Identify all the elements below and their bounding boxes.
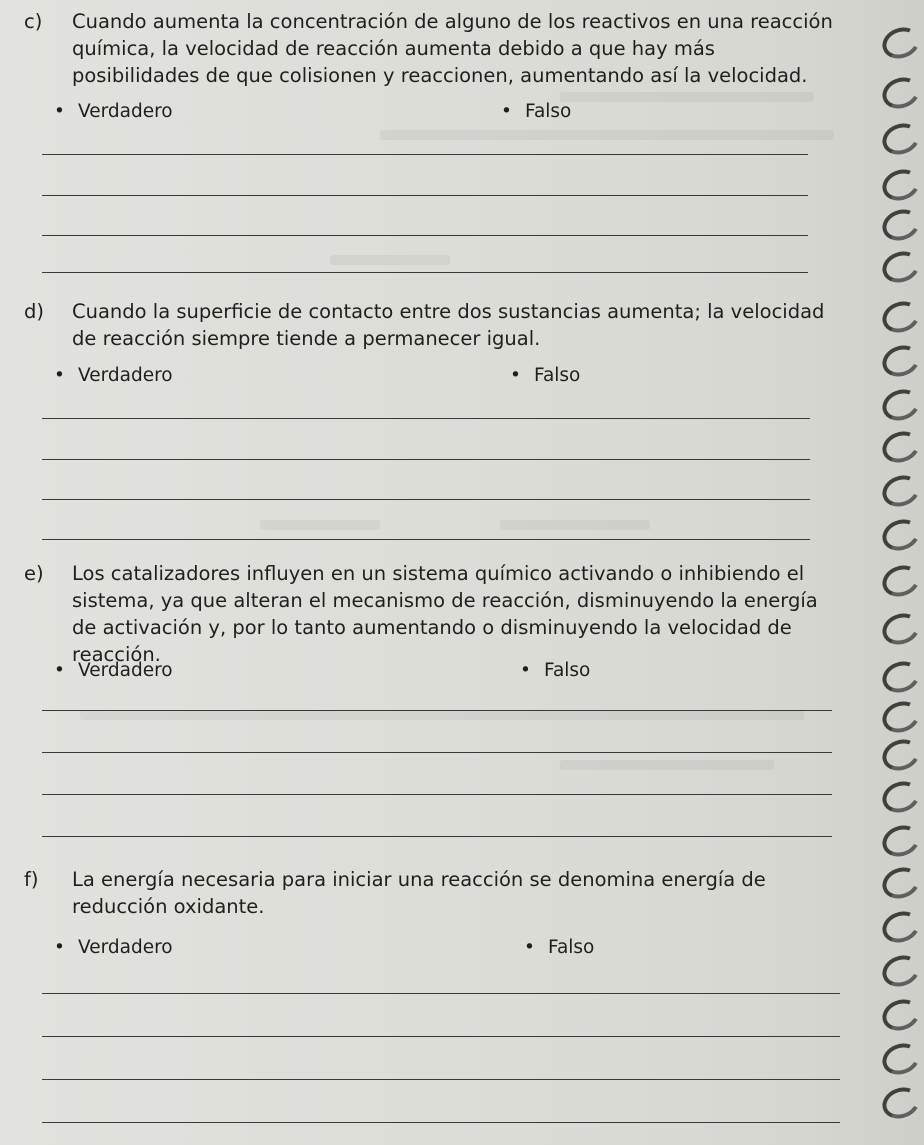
bullet-icon: • [524,937,535,958]
spiral-ring-icon [878,696,924,737]
question-text [24,8,844,89]
option-true[interactable] [54,660,173,681]
answer-line[interactable] [42,235,808,236]
spiral-ring-icon [878,656,924,697]
option-true-label: Verdadero [78,101,173,122]
option-false-label: Falso [544,660,591,681]
spiral-ring-icon [878,560,924,601]
answer-line[interactable] [42,1122,840,1123]
spiral-ring-icon [878,514,924,555]
answer-line[interactable] [42,836,832,837]
spiral-ring-icon [878,862,924,903]
spiral-ring-icon [878,906,924,947]
option-true[interactable] [54,365,173,386]
option-false[interactable] [501,101,571,122]
question-text [24,560,844,668]
option-false[interactable] [524,937,594,958]
question-statement: La energía necesaria para iniciar una reacción se denomina energía de reducción oxidante. [72,868,766,918]
bleed-through [260,520,380,530]
question-letter: f) [24,868,39,891]
spiral-ring-icon [878,608,924,649]
options-e [54,660,614,686]
bullet-icon: • [501,101,512,122]
option-true-label: Verdadero [78,660,173,681]
bleed-through [560,760,774,770]
spiral-binding [864,0,924,1145]
spiral-ring-icon [878,734,924,775]
bullet-icon: • [510,365,521,386]
spiral-ring-icon [878,470,924,511]
spiral-ring-icon [878,820,924,861]
bullet-icon: • [54,937,65,958]
answer-line[interactable] [42,993,840,994]
question-f [24,866,844,920]
options-d [54,365,614,391]
option-true-label: Verdadero [78,937,173,958]
spiral-ring-icon [878,1082,924,1123]
answer-line[interactable] [42,499,810,500]
options-f [54,937,614,963]
answer-line[interactable] [42,1079,840,1080]
question-text [24,866,844,920]
bleed-through [330,255,450,265]
option-false-label: Falso [534,365,581,386]
question-letter: e) [24,562,44,585]
option-false-label: Falso [548,937,595,958]
answer-line[interactable] [42,710,832,711]
answer-line[interactable] [42,459,810,460]
option-true[interactable] [54,101,173,122]
option-false-label: Falso [525,101,572,122]
question-statement: Los catalizadores influyen en un sistema químico activando o inhibiendo el sistema, ya que alteran el mecanismo de reacción, disminuyendo la energía de activación y, por lo tanto aumentando o disminuyendo la velocidad de reacción. [72,562,818,666]
option-true[interactable] [54,937,173,958]
bleed-through [80,710,804,720]
question-statement: Cuando la superficie de contacto entre dos sustancias aumenta; la velocidad de reacción siempre tiende a permanecer igual. [72,300,825,350]
answer-line[interactable] [42,752,832,753]
option-false[interactable] [510,365,580,386]
question-c [24,8,844,89]
question-text [24,298,844,352]
spiral-ring-icon [878,340,924,381]
bleed-through [380,130,834,140]
answer-line[interactable] [42,154,808,155]
answer-line[interactable] [42,1036,840,1037]
bullet-icon: • [54,660,65,681]
spiral-ring-icon [878,384,924,425]
answer-line[interactable] [42,195,808,196]
spiral-ring-icon [878,118,924,159]
spiral-ring-icon [878,950,924,991]
question-letter: c) [24,10,43,33]
question-letter: d) [24,300,44,323]
question-statement: Cuando aumenta la concentración de alguno de los reactivos en una reacción química, la velocidad de reacción aumenta debido a que hay más posibilidades de que colisionen y reaccionen, aumentando así la velocidad. [72,10,833,87]
spiral-ring-icon [878,164,924,205]
spiral-ring-icon [878,22,924,63]
answer-line[interactable] [42,539,810,540]
spiral-ring-icon [878,1038,924,1079]
spiral-ring-icon [878,204,924,245]
bullet-icon: • [54,101,65,122]
question-e [24,560,844,668]
bullet-icon: • [54,365,65,386]
answer-line[interactable] [42,794,832,795]
answer-line[interactable] [42,272,808,273]
spiral-ring-icon [878,296,924,337]
spiral-ring-icon [878,246,924,287]
spiral-ring-icon [878,776,924,817]
answer-line[interactable] [42,418,810,419]
spiral-ring-icon [878,72,924,113]
spiral-ring-icon [878,426,924,467]
spiral-ring-icon [878,994,924,1035]
question-d [24,298,844,352]
options-c [54,101,614,127]
option-true-label: Verdadero [78,365,173,386]
option-false[interactable] [520,660,590,681]
bullet-icon: • [520,660,531,681]
bleed-through [500,520,650,530]
